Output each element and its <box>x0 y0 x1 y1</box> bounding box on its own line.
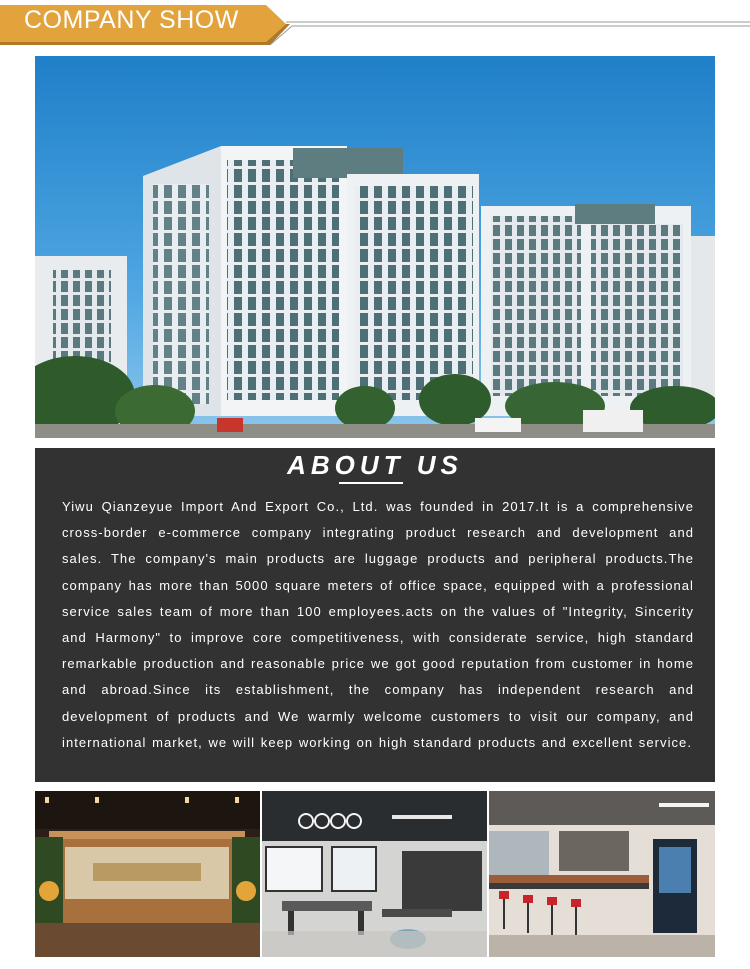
about-description: Yiwu Qianzeyue Import And Export Co., Ltd. was founded in 2017.It is a comprehensive cross-border e-commerce company integrating product research and development and sales. The company's main products are luggage products and peripheral products.The company has more than 5000 square meters of office space, equipped with a professional service sales team of more than 100 employees.acts on the values of "Integrity, Sincerity and Harmony" to improve core competitiveness, with considerate service, high standard remarkable production and reasonable price we got good reputation from customer in home and abroad.Since its establishment, the company has independent research and development of products and We warmly welcome customers to visit our company, and international market, we will keep working on high standard products and excellent service. <box>62 499 694 750</box>
pantry-lounge-illustration <box>489 791 715 957</box>
section-header <box>0 0 750 48</box>
office-workspace-illustration <box>262 791 487 957</box>
header-title: COMPANY SHOW <box>24 6 239 34</box>
photo-reception-lobby <box>35 791 260 957</box>
about-title-underline <box>339 482 403 484</box>
hero-photo <box>35 56 715 438</box>
photo-pantry-lounge <box>489 791 715 957</box>
about-title: ABOUT US <box>287 450 463 480</box>
about-us-section <box>35 448 715 782</box>
photo-office-workspace <box>262 791 487 957</box>
office-buildings-illustration <box>35 56 715 438</box>
reception-lobby-illustration <box>35 791 260 957</box>
